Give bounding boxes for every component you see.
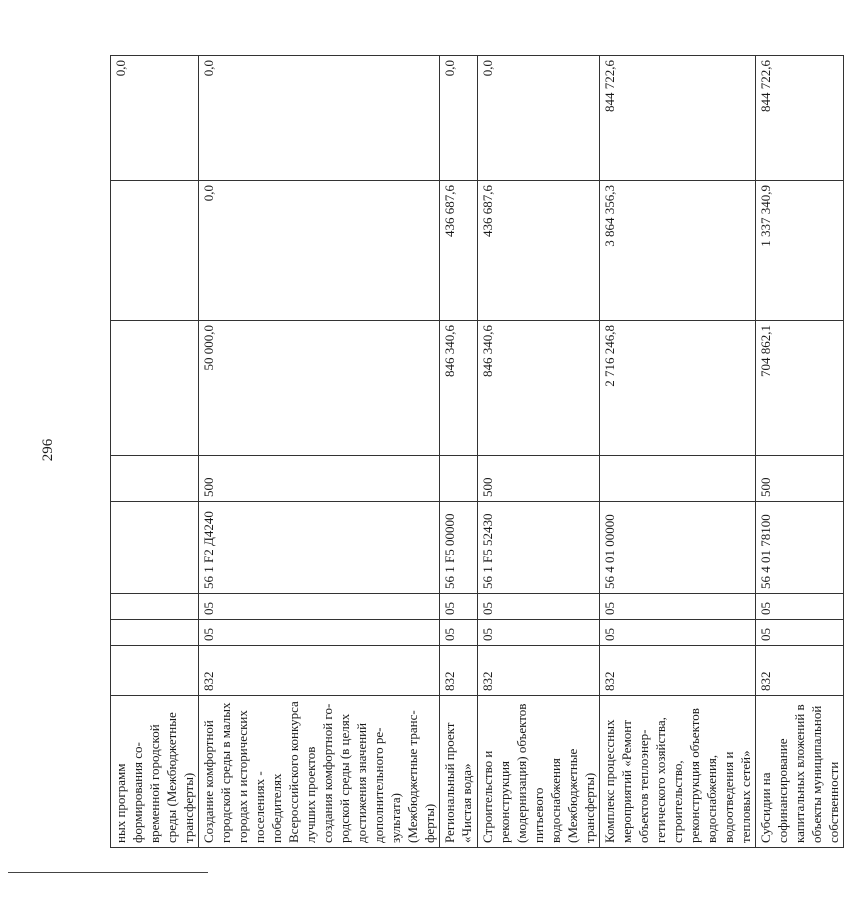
row-subsection: 05	[440, 594, 478, 620]
row-amount-2: 3 864 356,3	[600, 181, 756, 321]
row-section: 05	[478, 620, 600, 646]
row-amount-1: 50 000,0	[199, 321, 440, 456]
row-name: Строительство и реконструкция (модернизация) объектов питьевого водоснабжения (Межбюджетные трансферты)	[478, 696, 600, 848]
row-amount-2: 1 337 340,9	[756, 181, 844, 321]
row-expense-type: 500	[756, 456, 844, 502]
row-ministry-code: 832	[199, 646, 440, 696]
table-row	[756, 56, 844, 848]
row-expense-type	[111, 456, 199, 502]
row-expense-type	[440, 456, 478, 502]
row-amount-3: 0,0	[199, 56, 440, 181]
row-name: Субсидии на софинансирование капитальных вложений в объекты муниципальной собственности	[756, 696, 844, 848]
row-target-article: 56 4 01 78100	[756, 502, 844, 594]
row-ministry-code: 832	[478, 646, 600, 696]
row-amount-1: 704 862,1	[756, 321, 844, 456]
row-section: 05	[199, 620, 440, 646]
row-subsection: 05	[600, 594, 756, 620]
row-section: 05	[756, 620, 844, 646]
row-target-article: 56 1 F5 00000	[440, 502, 478, 594]
row-amount-3: 0,0	[440, 56, 478, 181]
row-expense-type: 500	[199, 456, 440, 502]
row-target-article: 56 1 F5 52430	[478, 502, 600, 594]
row-expense-type: 500	[478, 456, 600, 502]
row-name: Региональный проект «Чистая вода»	[440, 696, 478, 848]
row-subsection	[111, 594, 199, 620]
row-amount-2: 0,0	[199, 181, 440, 321]
budget-table	[110, 55, 844, 848]
table-row	[199, 56, 440, 848]
row-amount-3: 0,0	[111, 56, 199, 181]
row-ministry-code	[111, 646, 199, 696]
row-amount-1	[111, 321, 199, 456]
row-target-article	[111, 502, 199, 594]
row-amount-1: 846 340,6	[478, 321, 600, 456]
table-row	[600, 56, 756, 848]
table-row	[440, 56, 478, 848]
row-name: Создание комфортной городской среды в малых городах и исторических поселениях - победителях Всероссийского конкурса лучших проектов создания комфортной городской среды (в целях достижения значений дополнительного результата) (Межбюджетные трансферты)	[199, 696, 440, 848]
row-expense-type	[600, 456, 756, 502]
row-amount-3: 844 722,6	[756, 56, 844, 181]
row-amount-3: 844 722,6	[600, 56, 756, 181]
row-target-article: 56 4 01 00000	[600, 502, 756, 594]
row-subsection: 05	[756, 594, 844, 620]
row-ministry-code: 832	[600, 646, 756, 696]
row-section: 05	[440, 620, 478, 646]
row-ministry-code: 832	[756, 646, 844, 696]
row-target-article: 56 1 F2 Д4240	[199, 502, 440, 594]
rotated-page	[110, 56, 841, 848]
row-ministry-code: 832	[440, 646, 478, 696]
table-row	[478, 56, 600, 848]
row-name: ных программ формирования современной городской среды (Межбюджетные трансферты)	[111, 696, 199, 848]
row-section	[111, 620, 199, 646]
footnote-separator	[8, 872, 208, 873]
row-subsection: 05	[478, 594, 600, 620]
row-amount-2	[111, 181, 199, 321]
row-amount-1: 2 716 246,8	[600, 321, 756, 456]
row-section: 05	[600, 620, 756, 646]
row-subsection: 05	[199, 594, 440, 620]
page-number: 296	[40, 438, 56, 462]
row-name: Комплекс процессных мероприятий «Ремонт объектов теплоэнергетического хозяйства, строительство, реконструкция объектов водоснабжения, водоотведения и тепловых сетей»	[600, 696, 756, 848]
row-amount-3: 0,0	[478, 56, 600, 181]
table-row	[111, 56, 199, 848]
row-amount-2: 436 687,6	[440, 181, 478, 321]
row-amount-1: 846 340,6	[440, 321, 478, 456]
row-amount-2: 436 687,6	[478, 181, 600, 321]
